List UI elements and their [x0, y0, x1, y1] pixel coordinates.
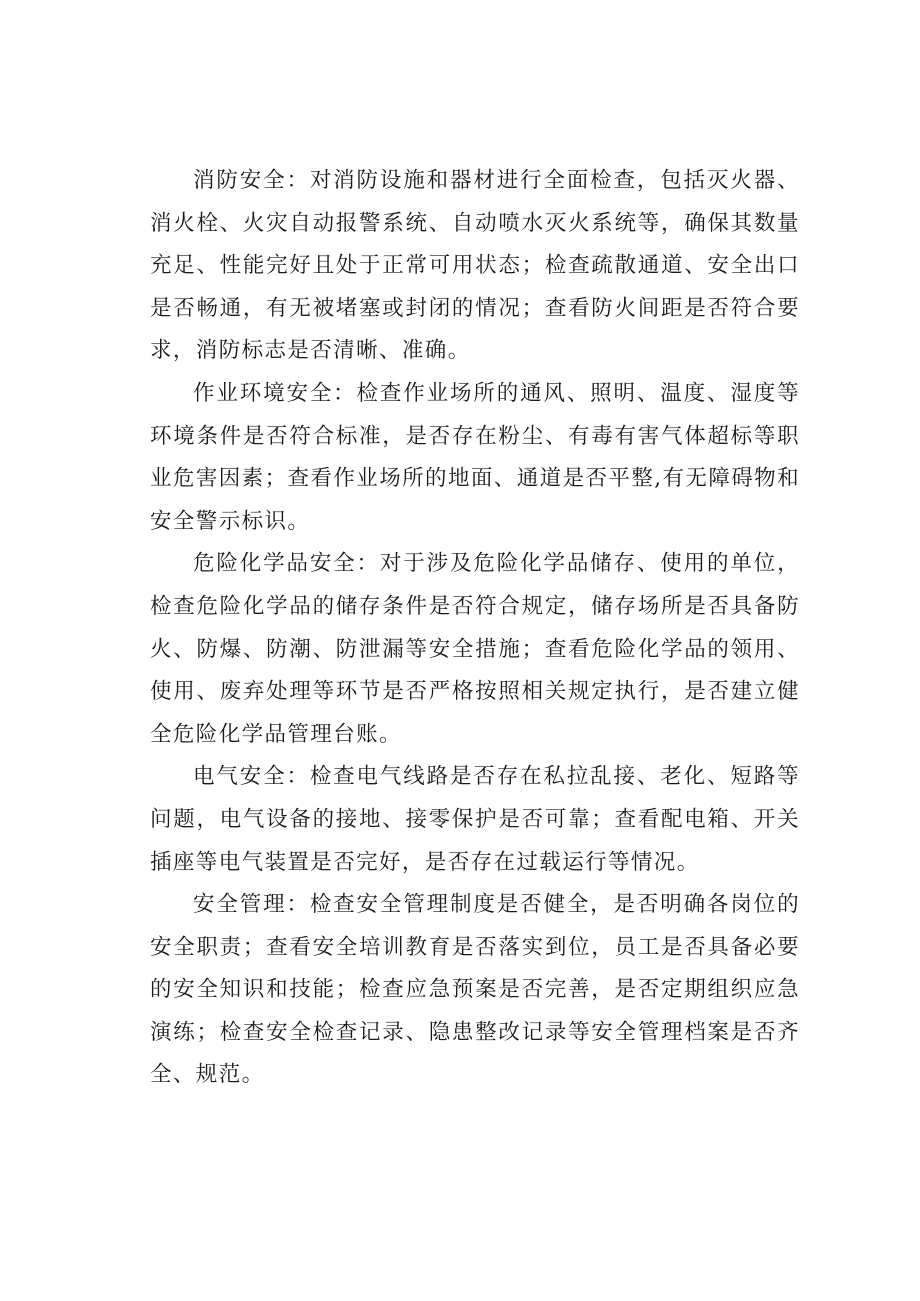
document-body: [150, 160, 800, 1097]
paragraph-fire-safety: 消防安全：对消防设施和器材进行全面检查，包括灭火器、消火栓、火灾自动报警系统、自动喷水灭火系统等，确保其数量充足、性能完好且处于正常可用状态；检查疏散通道、安全出口是否畅通，有无被堵塞或封闭的情况；查看防火间距是否符合要求，消防标志是否清晰、准确。: [150, 168, 800, 364]
paragraph-hazardous-chemicals-safety: 危险化学品安全：对于涉及危险化学品储存、使用的单位，检查危险化学品的储存条件是否符合规定，储存场所是否具备防火、防爆、防潮、防泄漏等安全措施；查看危险化学品的领用、使用、废弃处理等环节是否严格按照相关规定执行，是否建立健全危险化学品管理台账。: [150, 551, 800, 747]
paragraph-electrical-safety: 电气安全：检查电气线路是否存在私拉乱接、老化、短路等问题，电气设备的接地、接零保护是否可靠；查看配电箱、开关插座等电气装置是否完好，是否存在过载运行等情况。: [150, 764, 800, 875]
paragraph-safety-management: 安全管理：检查安全管理制度是否健全，是否明确各岗位的安全职责；查看安全培训教育是否落实到位，员工是否具备必要的安全知识和技能；检查应急预案是否完善，是否定期组织应急演练；检查安全检查记录、隐患整改记录等安全管理档案是否齐全、规范。: [150, 892, 800, 1088]
paragraph-work-environment-safety: 作业环境安全：检查作业场所的通风、照明、温度、湿度等环境条件是否符合标准，是否存在粉尘、有毒有害气体超标等职业危害因素；查看作业场所的地面、通道是否平整,有无障碍物和安全警示标识。: [150, 380, 800, 534]
